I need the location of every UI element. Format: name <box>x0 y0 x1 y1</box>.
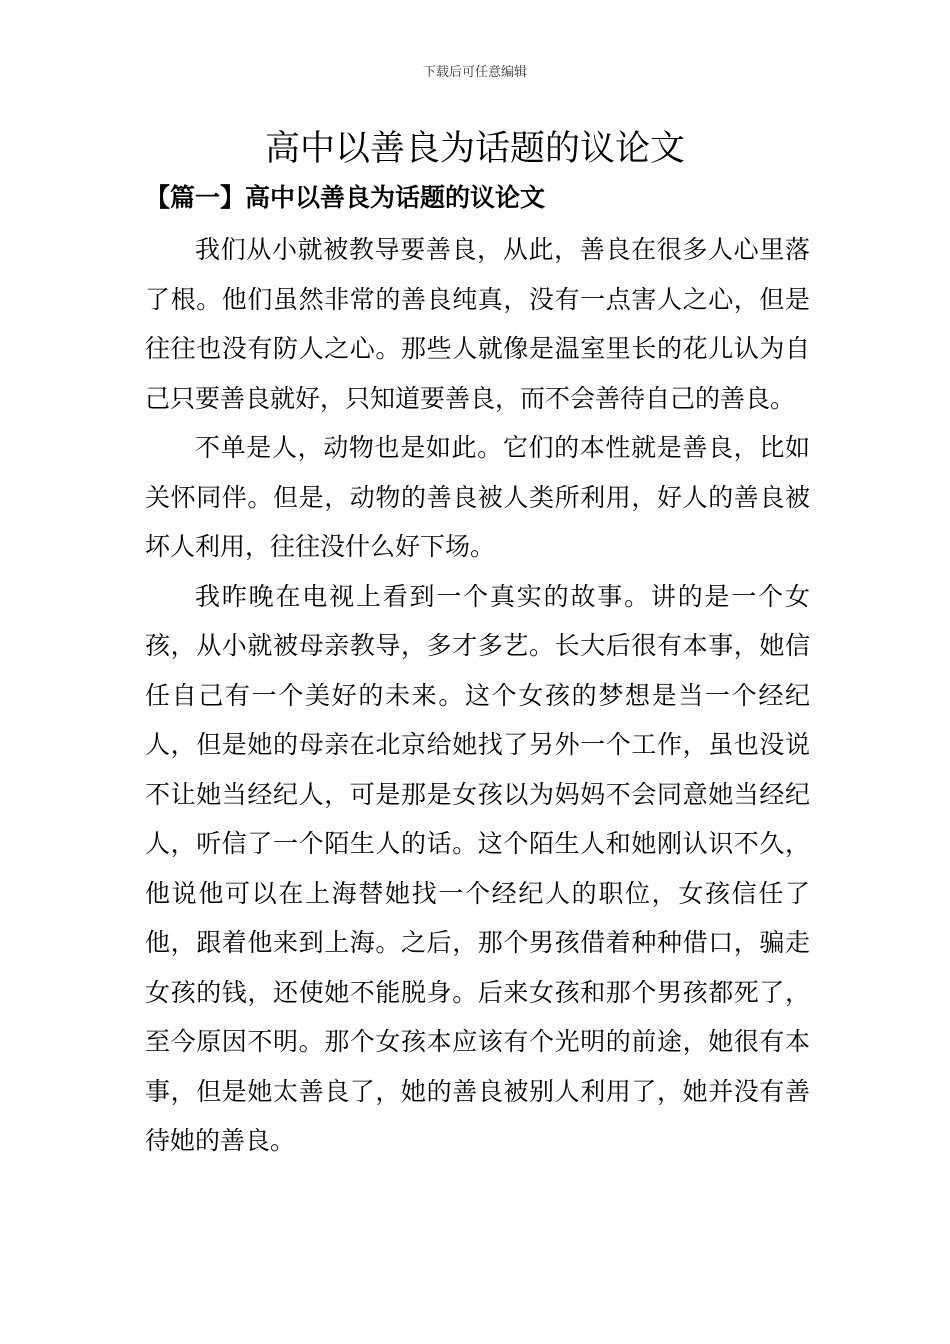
section-heading: 【篇一】高中以善良为话题的议论文 <box>145 183 546 212</box>
document-title: 高中以善良为话题的议论文 <box>264 129 685 169</box>
paragraph-3: 我昨晚在电视上看到一个真实的故事。讲的是一个女孩，从小就被母亲教导，多才多艺。长大后很有本事，她信任自己有一个美好的未来。这个女孩的梦想是当一个经纪人，但是她的母亲在北京给她找了另外一个工作，虽也没说不让她当经纪人，可是那是女孩以为妈妈不会同意她当经纪人，听信了一个陌生人的话。这个陌生人和她刚认识不久，他说他可以在上海替她找一个经纪人的职位，女孩信任了他，跟着他来到上海。之后，那个男孩借着种种借口，骗走女孩的钱，还使她不能脱身。后来女孩和那个男孩都死了，至今原因不明。那个女孩本应该有个光明的前途，她很有本事，但是她太善良了，她的善良被别人利用了，她并没有善待她的善良。 <box>145 581 810 1155</box>
header-note: 下载后可任意编辑 <box>422 65 527 80</box>
document-body <box>145 225 810 1166</box>
paragraph-1: 我们从小就被教导要善良，从此，善良在很多人心里落了根。他们虽然非常的善良纯真，没有一点害人之心，但是往往也没有防人之心。那些人就像是温室里长的花儿认为自己只要善良就好，只知道要善良，而不会善待自己的善良。 <box>145 235 810 413</box>
paragraph-2: 不单是人，动物也是如此。它们的本性就是善良，比如关怀同伴。但是，动物的善良被人类所利用，好人的善良被坏人利用，往往没什么好下场。 <box>145 433 810 561</box>
